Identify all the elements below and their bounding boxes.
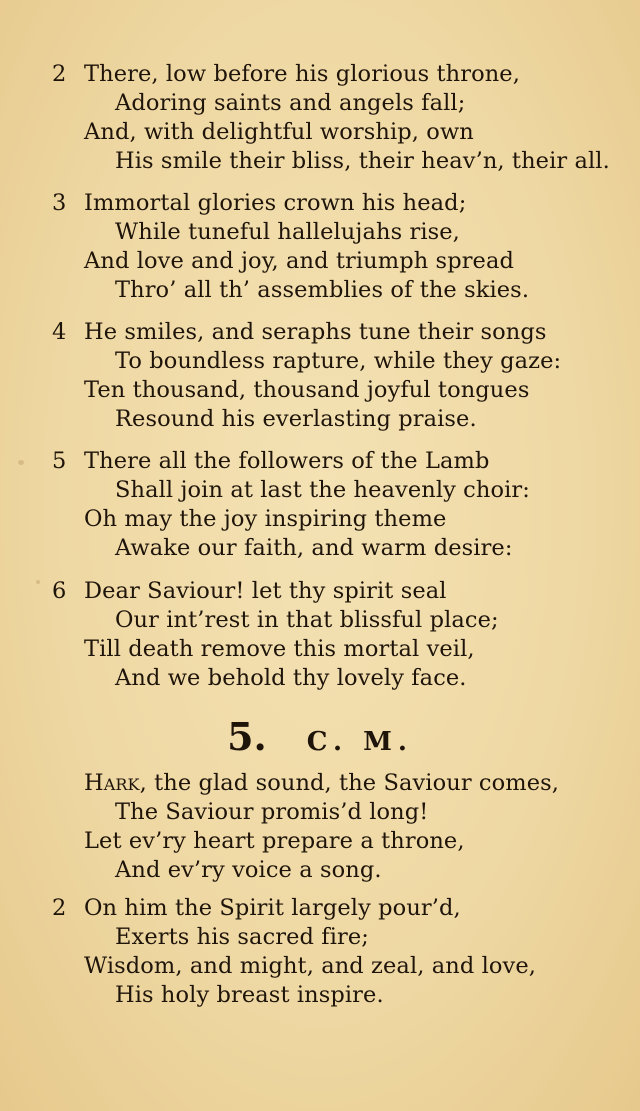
paper-speck — [18, 460, 24, 465]
stanza-4 — [52, 318, 632, 434]
verse-line: Ten thousand, thousand joyful tongues — [84, 377, 530, 403]
verse-line: While tuneful hallelujahs rise, — [115, 219, 460, 245]
verse-line: And, with delightful worship, own — [84, 119, 474, 145]
hymn-heading — [0, 714, 640, 759]
stanza-number: 4 — [52, 319, 67, 345]
verse-line: His holy breast inspire. — [115, 982, 384, 1008]
verse-line: the glad sound, the Saviour comes, — [146, 770, 560, 796]
stanza-number: 2 — [52, 895, 67, 921]
verse-line: Awake our faith, and warm desire: — [115, 535, 513, 561]
stanza-6 — [52, 577, 632, 693]
verse-line: On him the Spirit largely pour’d, — [84, 895, 461, 921]
verse-line: Shall join at last the heavenly choir: — [115, 477, 530, 503]
verse-line: Thro’ all th’ assemblies of the skies. — [115, 277, 530, 303]
verse-line: He smiles, and seraphs tune their songs — [84, 319, 547, 345]
verse-line: Wisdom, and might, and zeal, and love, — [84, 953, 537, 979]
hymn-5-stanza-2 — [52, 894, 632, 1010]
paper-speck — [36, 580, 40, 584]
stanza-number: 2 — [52, 61, 67, 87]
verse-line: There, low before his glorious throne, — [84, 61, 520, 87]
verse-line: And ev’ry voice a song. — [115, 857, 382, 883]
verse-line: The Saviour promis’d long! — [115, 799, 429, 825]
verse-line: And we behold thy lovely face. — [115, 665, 467, 691]
verse-line: Our int’rest in that blissful place; — [115, 607, 499, 633]
verse-line: Exerts his sacred fire; — [115, 924, 369, 950]
stanza-5 — [52, 447, 632, 563]
stanza-number: 3 — [52, 190, 67, 216]
verse-line: Let ev’ry heart prepare a throne, — [84, 828, 465, 854]
verse-line: Adoring saints and angels fall; — [115, 90, 466, 116]
verse-line: Oh may the joy inspiring theme — [84, 506, 447, 532]
verse-line: There all the followers of the Lamb — [84, 448, 490, 474]
stanza-2 — [52, 60, 632, 176]
verse-line: Resound his everlasting praise. — [115, 406, 477, 432]
hymn-meter: C. M. — [306, 727, 413, 757]
hymn-5-stanza-1 — [52, 769, 632, 885]
verse-line: Till death remove this mortal veil, — [84, 636, 475, 662]
verse-line: Immortal glories crown his head; — [84, 190, 467, 216]
verse-line: Dear Saviour! let thy spirit seal — [84, 578, 447, 604]
verse-line: To boundless rapture, while they gaze: — [115, 348, 562, 374]
stanza-number: 5 — [52, 448, 67, 474]
verse-line: And love and joy, and triumph spread — [84, 248, 514, 274]
stanza-number: 6 — [52, 578, 67, 604]
stanza-3 — [52, 189, 632, 305]
hymn-number: 5. — [227, 714, 267, 759]
first-word: Hark, — [84, 770, 147, 796]
verse-line: His smile their bliss, their heav’n, their all. — [115, 148, 610, 174]
